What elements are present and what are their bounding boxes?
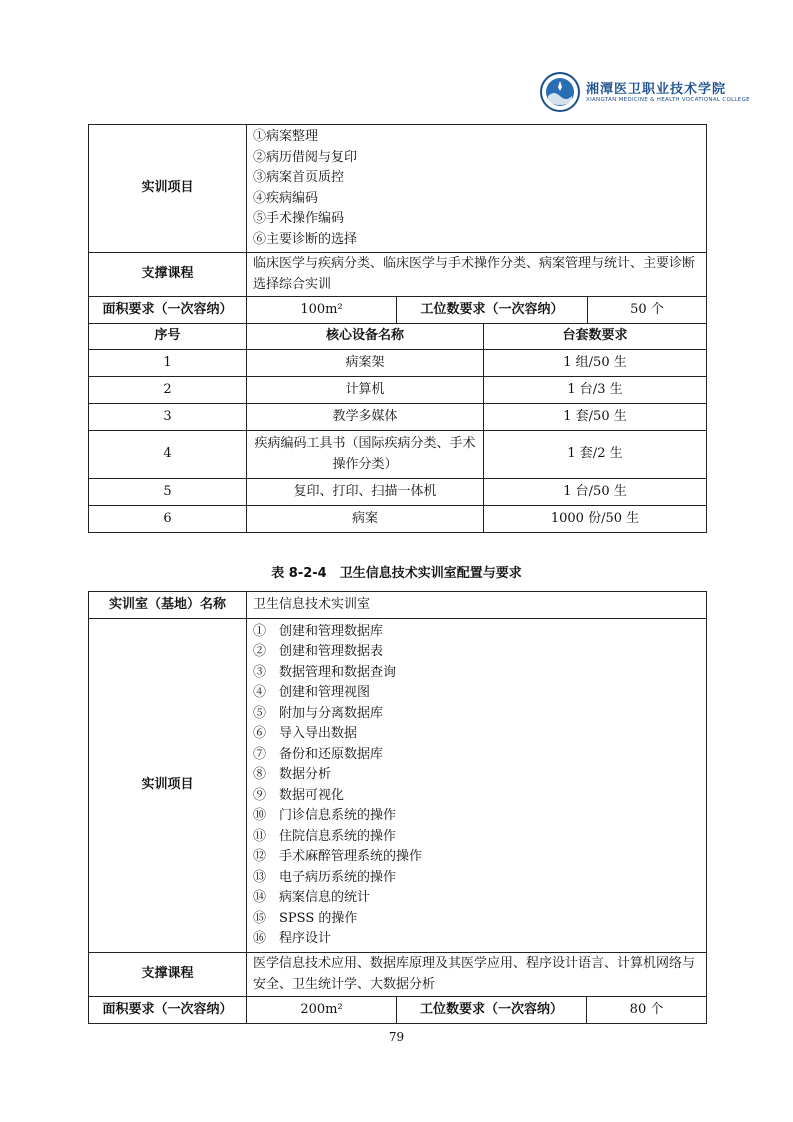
table-row [89,592,707,619]
table-row [89,377,707,404]
table-row [89,479,707,506]
list-item: ③病案首页质控 [253,170,345,185]
list-item: ⑧ 数据分析 [253,767,332,782]
training-items-list [247,619,707,953]
area-label: 面积要求（一次容纳） [89,297,247,324]
room-name-value: 卫生信息技术实训室 [247,592,707,619]
area-value: 100m² [247,297,397,324]
list-item: ⑤ 附加与分离数据库 [253,705,384,721]
training-items-label: 实训项目 [89,125,247,253]
list-item: ⑥ 导入导出数据 [253,726,358,741]
cell-qty: 1 套/50 生 [484,404,707,431]
cell-no: 2 [89,377,247,404]
list-item: ⑯ 程序设计 [253,931,332,946]
cell-no: 5 [89,479,247,506]
area-value: 200m² [247,997,397,1024]
cell-name: 病案 [247,506,484,533]
cell-name: 复印、打印、扫描一体机 [247,479,484,506]
training-items-list [247,125,707,253]
table-row [89,350,707,377]
school-name-cn: 湘潭医卫职业技术学院 [586,82,727,97]
list-item: ⑬ 电子病历系统的操作 [253,869,397,885]
support-courses-label: 支撑课程 [89,953,247,997]
college-logo [540,72,750,112]
list-item: ① 创建和管理数据库 [253,623,384,639]
cell-name: 疾病编码工具书（国际疾病分类、手术操作分类） [247,431,484,479]
cell-name: 病案架 [247,350,484,377]
table-row [89,404,707,431]
cell-qty: 1 组/50 生 [484,350,707,377]
college-seal-icon [540,72,580,112]
cell-name: 教学多媒体 [247,404,484,431]
cell-no: 6 [89,506,247,533]
cell-no: 4 [89,431,247,479]
table-health-info-lab [88,591,707,1024]
table-medical-records-lab [88,124,707,533]
support-courses-value: 临床医学与疾病分类、临床医学与手术操作分类、病案管理与统计、主要诊断选择综合实训 [247,253,707,297]
cell-qty: 1 台/50 生 [484,479,707,506]
area-label: 面积要求（一次容纳） [89,997,247,1024]
list-item: ⑮ SPSS 的操作 [253,910,358,926]
table-row [89,125,707,253]
list-item: ④疾病编码 [253,190,319,206]
table-row [89,297,707,324]
list-item: ⑦ 备份和还原数据库 [253,746,384,762]
school-name-en: XIANGTAN MEDICINE & HEALTH VOCATIONAL COLLEGE [586,97,750,103]
support-courses-label: 支撑课程 [89,253,247,297]
station-value: 50 个 [588,297,707,324]
page-number: 79 [388,1030,405,1044]
list-item: ⑨ 数据可视化 [253,787,345,803]
table-row [89,253,707,297]
list-item: ⑤手术操作编码 [253,211,345,226]
list-item: ①病案整理 [253,129,319,144]
station-label: 工位数要求（一次容纳） [397,297,588,324]
training-items-label: 实训项目 [89,619,247,953]
list-item: ②病历借阅与复印 [253,149,358,165]
list-item: ⑩ 门诊信息系统的操作 [253,808,397,823]
table-caption: 表 8-2-4 卫生信息技术实训室配置与要求 [271,566,522,581]
cell-qty: 1 台/3 生 [484,377,707,404]
header-cell-name: 核心设备名称 [247,324,484,350]
room-name-label: 实训室（基地）名称 [89,592,247,619]
header-cell-no: 序号 [89,324,247,350]
cell-no: 3 [89,404,247,431]
table-row [89,953,707,997]
list-item: ② 创建和管理数据表 [253,644,384,659]
station-value: 80 个 [587,997,707,1024]
cell-no: 1 [89,350,247,377]
table-header-row [89,324,707,350]
cell-qty: 1 套/2 生 [484,431,707,479]
table-row [89,997,707,1024]
list-item: ⑫ 手术麻醉管理系统的操作 [253,849,423,864]
cell-qty: 1000 份/50 生 [484,506,707,533]
table-row [89,431,707,479]
list-item: ⑥主要诊断的选择 [253,231,358,247]
cell-name: 计算机 [247,377,484,404]
station-label: 工位数要求（一次容纳） [397,997,587,1024]
support-courses-value: 医学信息技术应用、数据库原理及其医学应用、程序设计语言、计算机网络与安全、卫生统计学、大数据分析 [247,953,707,997]
table-row [89,619,707,953]
list-item: ⑪ 住院信息系统的操作 [253,828,397,844]
list-item: ③ 数据管理和数据查询 [253,664,397,680]
table-row [89,506,707,533]
list-item: ④ 创建和管理视图 [253,685,371,700]
header-cell-qty: 台套数要求 [484,324,707,350]
list-item: ⑭ 病案信息的统计 [253,890,371,905]
